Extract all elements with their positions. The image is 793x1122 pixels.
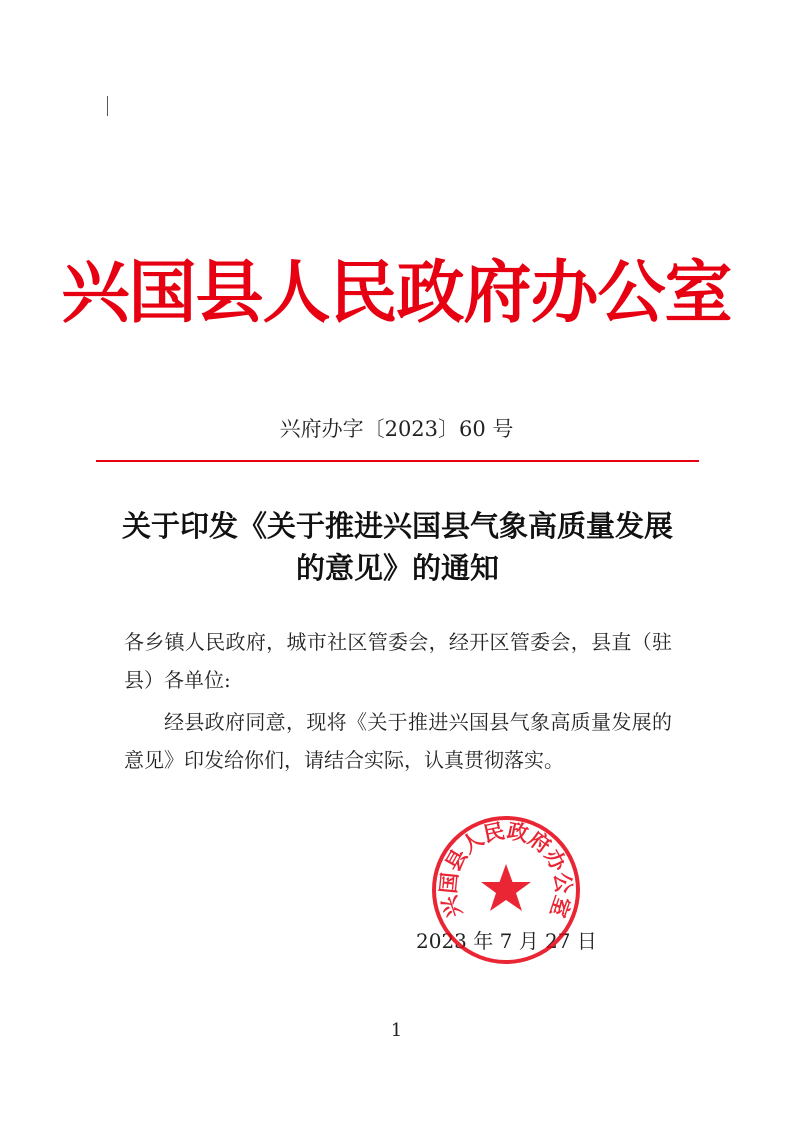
page-number: 1: [390, 1020, 403, 1041]
document-number: 兴府办字〔2023〕60 号: [279, 417, 514, 441]
seal-star-icon: [481, 864, 531, 911]
issuer-masthead: 兴国县人民政府办公室: [61, 253, 732, 333]
title-line-1: 关于印发《关于推进兴国县气象高质量发展: [121, 509, 673, 543]
issue-date: 2023 年 7 月 27 日: [416, 929, 597, 953]
red-divider-line: [96, 460, 699, 462]
body-paragraph: 经县政府同意，现将《关于推进兴国县气象高质量发展的意见》印发给你们，请结合实际，认真贯彻落实。: [124, 710, 672, 772]
recipients-paragraph: 各乡镇人民政府，城市社区管委会，经开区管委会，县直（驻县）各单位:: [124, 630, 672, 692]
official-seal-icon: [428, 812, 584, 968]
seal-arc-text: 兴国县人民政府办公室: [435, 817, 577, 921]
corner-crop-mark: [107, 96, 108, 116]
notice-title: [96, 505, 699, 589]
title-line-2: 的意见》的通知: [295, 551, 499, 585]
